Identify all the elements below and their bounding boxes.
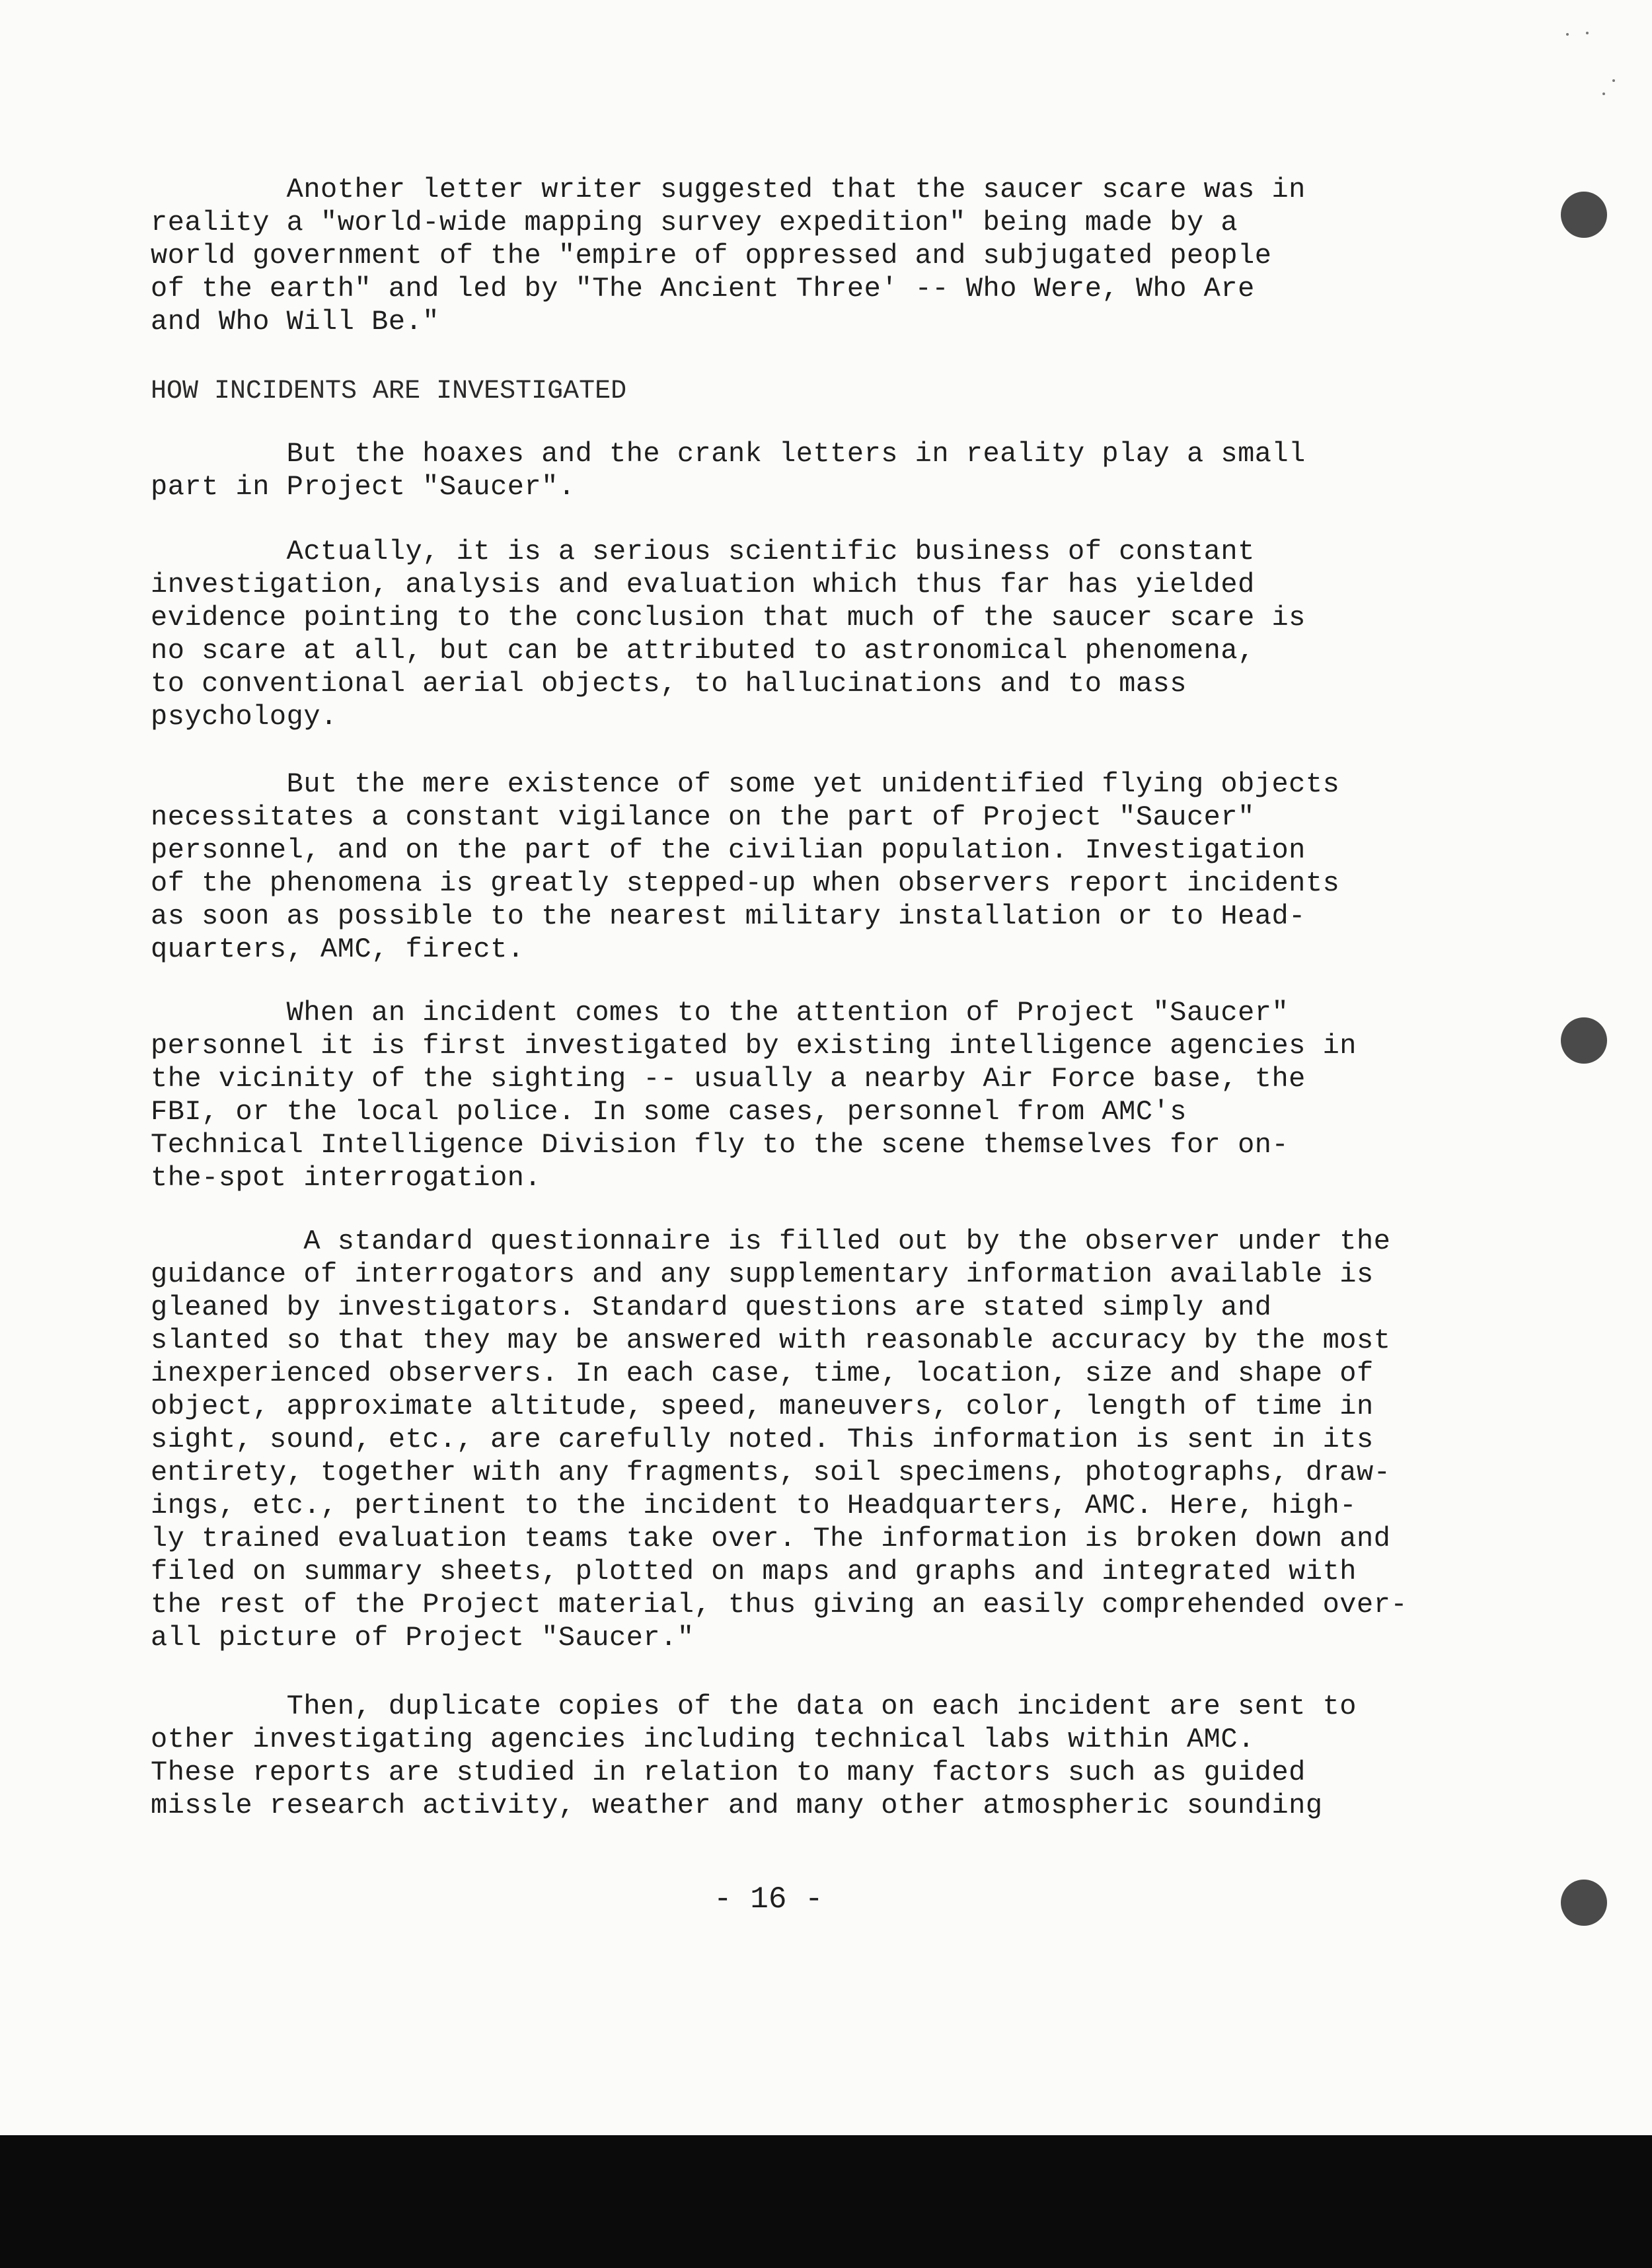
section-heading: HOW INCIDENTS ARE INVESTIGATED xyxy=(151,377,627,406)
scan-speck xyxy=(1602,92,1605,95)
paragraph-duplicate-copies: Then, duplicate copies of the data on each incident are sent to other investigating agencies including technical labs within AMC. These reports are studied in relation to many factors such as guided missle research activity, weather and many other atmospheric sounding xyxy=(151,1691,1357,1821)
scan-speck xyxy=(1612,79,1615,82)
scan-speck xyxy=(1566,33,1569,36)
scan-speck xyxy=(1586,32,1589,34)
paragraph-questionnaire: A standard questionnaire is filled out by the observer under the guidance of interrogators and any supplementary information available is gleaned by investigators. Standard questions are stated simply and slanted so that they may be answered with reasonable accuracy by the most inexperienced observers. In each case, time, location, size and shape of object, approximate altitude, speed, maneuvers, color, length of time in sight, sound, etc., are carefully noted. This information is sent in its entirety, together with any fragments, soil specimens, photographs, draw- ings, etc., pertinent to the incident to Headquarters, AMC. Here, high- ly trained evaluation teams take over. The information is broken down and filed on summary sheets, plotted on maps and graphs and integrated with the rest of the Project material, thus giving an easily comprehended over- all picture of Project "Saucer." xyxy=(151,1225,1408,1654)
punch-hole-middle xyxy=(1561,1017,1607,1064)
paragraph-vigilance: But the mere existence of some yet unidentified flying objects necessitates a constant vigilance on the part of Project "Saucer" personnel, and on the part of the civilian population. Investigation of the phenomena is greatly stepped-up when observers report incidents as soon as possible to the nearest military installation or to Head- quarters, AMC, firect. xyxy=(151,768,1340,965)
page-number: - 16 - xyxy=(714,1882,823,1917)
paragraph-serious-business: Actually, it is a serious scientific business of constant investigation, analysis and evaluation which thus far has yielded evidence pointing to the conclusion that much of the saucer scare is no scare at all, but can be attributed to astronomical phenomena, to conventional aerial objects, to hallucinations and to mass psychology. xyxy=(151,536,1306,733)
scan-bottom-edge xyxy=(0,2135,1652,2268)
paragraph-hoaxes: But the hoaxes and the crank letters in reality play a small part in Project "Saucer". xyxy=(151,438,1306,503)
paragraph-incident-attention: When an incident comes to the attention of Project "Saucer" personnel it is first investigated by existing intelligence agencies in the vicinity of the sighting -- usually a nearby Air Force base, the FBI, or the local police. In some cases, personnel from AMC's Technical Intelligence Division fly to the scene themselves for on- the-spot interrogation. xyxy=(151,997,1357,1194)
paragraph-letter-writer: Another letter writer suggested that the saucer scare was in reality a "world-wide mapping survey expedition" being made by a world government of the "empire of oppressed and subjugated people of the earth" and led by "The Ancient Three' -- Who Were, Who Are and Who Will Be." xyxy=(151,174,1306,338)
punch-hole-bottom xyxy=(1561,1880,1607,1926)
punch-hole-top xyxy=(1561,192,1607,238)
